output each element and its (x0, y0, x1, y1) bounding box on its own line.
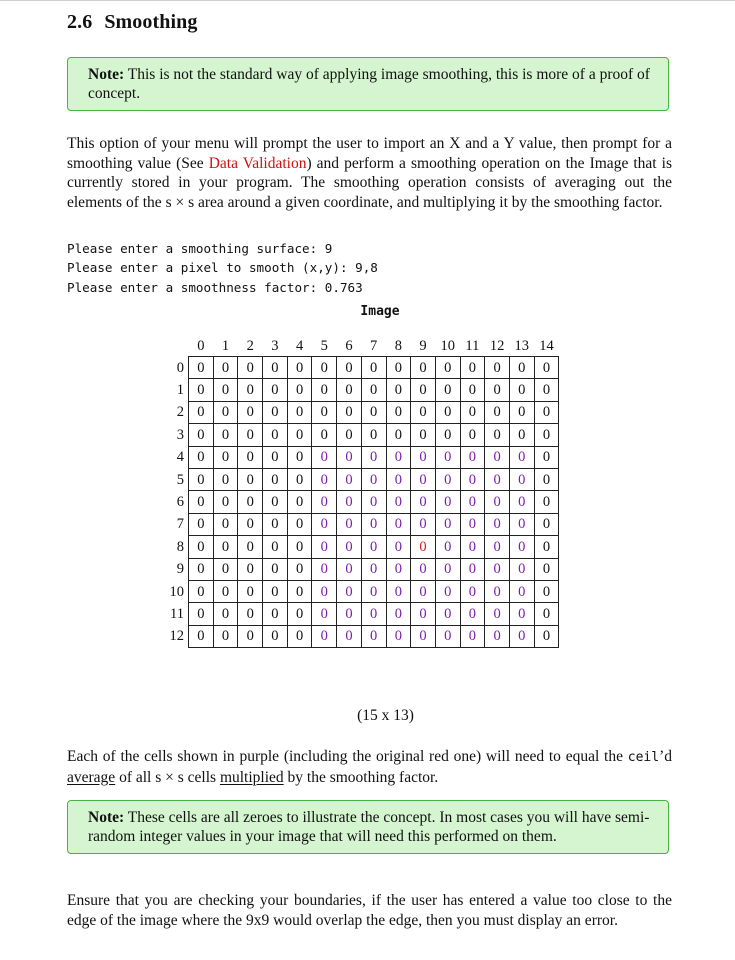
column-header: 13 (514, 338, 530, 354)
grid-cell: 0 (238, 558, 263, 580)
grid-cell: 0 (337, 536, 362, 558)
grid-cell: 0 (189, 446, 214, 468)
grid-cell: 0 (485, 446, 510, 468)
grid-cell: 0 (263, 491, 288, 513)
note-text: This is not the standard way of applying image smoothing, this is more of a proof of concept. (88, 66, 650, 102)
grid-cell: 0 (435, 603, 460, 625)
grid-cell: 0 (263, 603, 288, 625)
grid-cell: 0 (189, 536, 214, 558)
grid-cell: 0 (411, 580, 436, 602)
grid-cell: 0 (435, 468, 460, 490)
grid-cell: 0 (534, 491, 559, 513)
grid-cell: 0 (213, 357, 238, 379)
grid-cell: 0 (337, 401, 362, 423)
grid-cell: 0 (534, 424, 559, 446)
grid-cell: 0 (287, 580, 312, 602)
grid-cell: 0 (411, 513, 436, 535)
grid-cell: 0 (238, 625, 263, 647)
grid-cell: 0 (263, 446, 288, 468)
grid-cell: 0 (386, 446, 411, 468)
grid-cell: 0 (411, 401, 436, 423)
grid-cell: 0 (534, 446, 559, 468)
image-grid (160, 336, 559, 648)
closing-paragraph: Ensure that you are checking your boundaries, if the user has entered a value too close to the edge of the image where the 9x9 would overlap the edge, then you must display an error. (67, 892, 672, 929)
note-box-proof-of-concept (67, 57, 669, 111)
grid-cell: 0 (435, 357, 460, 379)
grid-cell: 0 (361, 468, 386, 490)
grid-cell: 0 (361, 401, 386, 423)
grid-cell: 0 (312, 491, 337, 513)
grid-cell: 0 (411, 424, 436, 446)
grid-cell: 0 (460, 625, 485, 647)
grid-cell: 0 (509, 513, 534, 535)
grid-cell: 0 (485, 424, 510, 446)
grid-cell: 0 (534, 357, 559, 379)
column-header: 7 (370, 338, 378, 354)
column-header: 0 (197, 338, 205, 354)
grid-cell: 0 (435, 424, 460, 446)
grid-cell: 0 (189, 424, 214, 446)
grid-cell: 0 (287, 401, 312, 423)
section-number: 2.6 (67, 11, 93, 33)
grid-cell: 0 (312, 401, 337, 423)
grid-cell: 0 (386, 379, 411, 401)
grid-cell: 0 (460, 603, 485, 625)
grid-cell: 0 (509, 536, 534, 558)
grid-cell: 0 (213, 603, 238, 625)
row-header: 9 (176, 561, 184, 578)
grid-cell: 0 (534, 603, 559, 625)
grid-cell: 0 (287, 603, 312, 625)
grid-cell: 0 (460, 468, 485, 490)
row-header: 0 (176, 359, 184, 376)
image-title: Image (360, 304, 400, 319)
grid-cell: 0 (312, 558, 337, 580)
grid-cell: 0 (485, 513, 510, 535)
grid-cell: 0 (287, 491, 312, 513)
grid-row (160, 424, 559, 446)
grid-row (160, 379, 559, 401)
grid-cell: 0 (361, 603, 386, 625)
grid-cell: 0 (312, 580, 337, 602)
grid-cell: 0 (287, 625, 312, 647)
column-header: 6 (345, 338, 353, 354)
grid-cell: 0 (213, 468, 238, 490)
explain-text-3: of all s × s cells (115, 768, 220, 786)
grid-cell: 0 (386, 558, 411, 580)
grid-cell: 0 (337, 446, 362, 468)
grid-cell: 0 (534, 580, 559, 602)
column-header: 8 (394, 338, 402, 354)
data-validation-link[interactable]: Data Validation (208, 154, 307, 172)
grid-cell: 0 (386, 580, 411, 602)
column-header: 9 (419, 338, 427, 354)
row-header: 1 (176, 382, 184, 399)
explain-paragraph (67, 747, 672, 787)
grid-cell: 0 (386, 357, 411, 379)
grid-cell: 0 (312, 536, 337, 558)
column-header: 11 (465, 338, 480, 354)
row-header: 4 (176, 449, 184, 466)
grid-cell: 0 (386, 513, 411, 535)
row-header: 3 (176, 426, 184, 443)
console-line: Please enter a smoothness factor: 0.763 (67, 279, 363, 295)
grid-cell: 0 (509, 625, 534, 647)
grid-row (160, 446, 559, 468)
grid-cell: 0 (337, 513, 362, 535)
grid-cell: 0 (287, 379, 312, 401)
grid-cell: 0 (337, 468, 362, 490)
grid-cell: 0 (435, 401, 460, 423)
grid-cell: 0 (411, 491, 436, 513)
grid-cell: 0 (189, 468, 214, 490)
grid-cell: 0 (386, 468, 411, 490)
grid-body (160, 357, 559, 648)
grid-cell: 0 (287, 468, 312, 490)
grid-cell: 0 (263, 625, 288, 647)
grid-cell: 0 (213, 536, 238, 558)
section-title-text: Smoothing (104, 11, 198, 33)
grid-cell: 0 (189, 491, 214, 513)
note-box-zeroes (67, 800, 669, 854)
note-text: These cells are all zeroes to illustrate the concept. In most cases you will have semi-random integer values in your image that will need this performed on them. (88, 809, 650, 845)
section-heading (67, 11, 197, 34)
grid-cell: 0 (509, 446, 534, 468)
grid-row (160, 603, 559, 625)
grid-cell: 0 (411, 357, 436, 379)
grid-cell: 0 (213, 491, 238, 513)
grid-cell: 0 (337, 379, 362, 401)
grid-cell: 0 (435, 513, 460, 535)
grid-cell: 0 (534, 401, 559, 423)
grid-cell: 0 (386, 536, 411, 558)
intro-text-1: This option of your menu will prompt the user to import an X and a Y value, then prompt for a smoothing value (See (67, 135, 672, 172)
grid-cell: 0 (386, 625, 411, 647)
row-header: 2 (176, 404, 184, 421)
grid-cell: 0 (361, 625, 386, 647)
intro-paragraph (67, 134, 672, 212)
grid-cell: 0 (435, 536, 460, 558)
grid-cell: 0 (509, 357, 534, 379)
grid-row (160, 558, 559, 580)
column-header: 2 (246, 338, 254, 354)
grid-cell: 0 (213, 513, 238, 535)
grid-cell: 0 (312, 603, 337, 625)
grid-cell: 0 (485, 401, 510, 423)
column-header: 4 (295, 338, 304, 354)
row-header: 6 (176, 494, 184, 511)
grid-cell: 0 (238, 603, 263, 625)
grid-cell: 0 (485, 491, 510, 513)
grid-row (160, 625, 559, 647)
grid-cell: 0 (263, 424, 288, 446)
grid-cell: 0 (263, 379, 288, 401)
grid-cell: 0 (189, 513, 214, 535)
grid-cell: 0 (534, 379, 559, 401)
grid-cell: 0 (337, 625, 362, 647)
grid-cell: 0 (337, 580, 362, 602)
grid-cell: 0 (312, 424, 337, 446)
grid-cell: 0 (312, 446, 337, 468)
grid-cell: 0 (213, 379, 238, 401)
grid-row (160, 357, 559, 379)
grid-cell: 0 (238, 379, 263, 401)
grid-cell: 0 (411, 536, 436, 558)
grid-cell: 0 (386, 424, 411, 446)
column-header: 5 (320, 338, 328, 354)
grid-cell: 0 (460, 379, 485, 401)
grid-cell: 0 (460, 558, 485, 580)
grid-cell: 0 (337, 357, 362, 379)
average-underlined: average (67, 768, 116, 786)
grid-cell: 0 (485, 536, 510, 558)
grid-cell: 0 (361, 558, 386, 580)
grid-cell: 0 (287, 357, 312, 379)
column-header: 3 (271, 338, 279, 354)
grid-cell: 0 (361, 491, 386, 513)
grid-cell: 0 (411, 558, 436, 580)
grid-cell: 0 (238, 446, 263, 468)
grid-cell: 0 (189, 603, 214, 625)
grid-cell: 0 (238, 580, 263, 602)
grid-cell: 0 (361, 357, 386, 379)
grid-cell: 0 (534, 468, 559, 490)
grid-cell: 0 (411, 603, 436, 625)
row-header: 12 (169, 628, 184, 645)
grid-cell: 0 (312, 468, 337, 490)
note-label: Note: (88, 809, 125, 826)
grid-corner (160, 336, 189, 357)
console-output (67, 239, 378, 297)
image-table (160, 336, 559, 648)
grid-cell: 0 (189, 625, 214, 647)
grid-cell: 0 (312, 625, 337, 647)
grid-cell: 0 (287, 536, 312, 558)
grid-row (160, 491, 559, 513)
grid-cell: 0 (361, 424, 386, 446)
console-line: Please enter a pixel to smooth (x,y): 9,8 (67, 260, 378, 276)
grid-cell: 0 (460, 513, 485, 535)
grid-cell: 0 (485, 625, 510, 647)
grid-cell: 0 (337, 603, 362, 625)
grid-cell: 0 (213, 401, 238, 423)
grid-cell: 0 (509, 379, 534, 401)
multiplied-underlined: multiplied (219, 768, 284, 786)
grid-cell: 0 (238, 491, 263, 513)
row-header: 10 (169, 583, 184, 600)
grid-cell: 0 (361, 513, 386, 535)
grid-cell: 0 (386, 491, 411, 513)
grid-cell: 0 (263, 401, 288, 423)
grid-cell: 0 (337, 424, 362, 446)
image-caption: (15 x 13) (357, 707, 414, 724)
grid-cell: 0 (263, 558, 288, 580)
grid-cell: 0 (509, 603, 534, 625)
grid-cell: 0 (509, 558, 534, 580)
grid-cell: 0 (534, 536, 559, 558)
grid-cell: 0 (509, 424, 534, 446)
column-header: 1 (221, 338, 230, 354)
grid-cell: 0 (213, 446, 238, 468)
grid-cell: 0 (213, 625, 238, 647)
grid-cell: 0 (460, 580, 485, 602)
grid-cell: 0 (460, 357, 485, 379)
note-label: Note: (88, 66, 125, 83)
grid-cell: 0 (411, 625, 436, 647)
grid-cell: 0 (411, 468, 436, 490)
grid-cell: 0 (435, 625, 460, 647)
grid-cell: 0 (411, 379, 436, 401)
grid-cell: 0 (263, 468, 288, 490)
grid-cell: 0 (189, 379, 214, 401)
grid-cell: 0 (238, 468, 263, 490)
grid-cell: 0 (386, 603, 411, 625)
grid-cell: 0 (189, 558, 214, 580)
grid-cell: 0 (435, 558, 460, 580)
grid-cell: 0 (312, 379, 337, 401)
grid-cell: 0 (509, 491, 534, 513)
grid-cell: 0 (460, 491, 485, 513)
grid-cell: 0 (189, 580, 214, 602)
grid-cell: 0 (189, 401, 214, 423)
grid-cell: 0 (460, 446, 485, 468)
column-header-row (160, 336, 559, 357)
explain-text-1: Each of the cells shown in purple (including the original red one) will need to equal the (67, 748, 628, 765)
ceil-code: ceil (627, 750, 660, 765)
column-header: 14 (539, 338, 554, 354)
grid-cell: 0 (485, 379, 510, 401)
grid-cell: 0 (386, 401, 411, 423)
row-header: 7 (176, 516, 184, 533)
grid-cell: 0 (435, 491, 460, 513)
grid-cell: 0 (337, 491, 362, 513)
console-line: Please enter a smoothing surface: 9 (67, 241, 333, 256)
row-header: 5 (176, 471, 184, 488)
grid-cell: 0 (534, 625, 559, 647)
column-header: 10 (440, 338, 455, 354)
grid-row (160, 536, 559, 558)
grid-cell: 0 (263, 580, 288, 602)
column-header: 12 (489, 338, 505, 354)
grid-cell: 0 (485, 468, 510, 490)
grid-cell: 0 (361, 580, 386, 602)
grid-row (160, 401, 559, 423)
grid-cell: 0 (509, 401, 534, 423)
grid-cell: 0 (287, 446, 312, 468)
grid-cell: 0 (238, 424, 263, 446)
grid-cell: 0 (263, 513, 288, 535)
grid-cell: 0 (238, 357, 263, 379)
grid-row (160, 513, 559, 535)
grid-cell: 0 (287, 424, 312, 446)
grid-cell: 0 (460, 536, 485, 558)
grid-cell: 0 (435, 446, 460, 468)
explain-text-4: by the smoothing factor. (283, 768, 439, 786)
grid-cell: 0 (337, 558, 362, 580)
grid-cell: 0 (534, 513, 559, 535)
grid-cell: 0 (312, 357, 337, 379)
grid-cell: 0 (213, 424, 238, 446)
grid-cell: 0 (238, 401, 263, 423)
grid-cell: 0 (361, 379, 386, 401)
page-top-rule (0, 0, 735, 1)
grid-cell: 0 (287, 558, 312, 580)
grid-cell: 0 (509, 580, 534, 602)
explain-text-2: ’d (659, 748, 672, 765)
grid-cell: 0 (263, 357, 288, 379)
grid-cell: 0 (361, 536, 386, 558)
grid-row (160, 468, 559, 490)
grid-cell: 0 (534, 558, 559, 580)
grid-cell: 0 (361, 446, 386, 468)
grid-cell: 0 (460, 401, 485, 423)
grid-cell: 0 (189, 357, 214, 379)
row-header: 11 (170, 605, 184, 622)
row-header: 8 (176, 538, 184, 555)
grid-cell: 0 (287, 513, 312, 535)
grid-cell: 0 (312, 513, 337, 535)
grid-cell: 0 (485, 603, 510, 625)
grid-cell: 0 (485, 558, 510, 580)
grid-cell: 0 (238, 513, 263, 535)
grid-cell: 0 (213, 580, 238, 602)
grid-cell: 0 (263, 536, 288, 558)
grid-cell: 0 (435, 580, 460, 602)
grid-cell: 0 (213, 558, 238, 580)
grid-cell: 0 (485, 357, 510, 379)
intro-text-2: ) and perform a smoothing operation on the Image that is currently stored in your program. The smoothing operation consists of averaging out the elements of the s × s area around a given coordinate, and multiplying it by the smoothing factor. (67, 154, 672, 211)
grid-row (160, 580, 559, 602)
grid-cell: 0 (435, 379, 460, 401)
grid-cell: 0 (460, 424, 485, 446)
grid-cell: 0 (411, 446, 436, 468)
grid-cell: 0 (485, 580, 510, 602)
grid-cell: 0 (509, 468, 534, 490)
grid-cell: 0 (238, 536, 263, 558)
